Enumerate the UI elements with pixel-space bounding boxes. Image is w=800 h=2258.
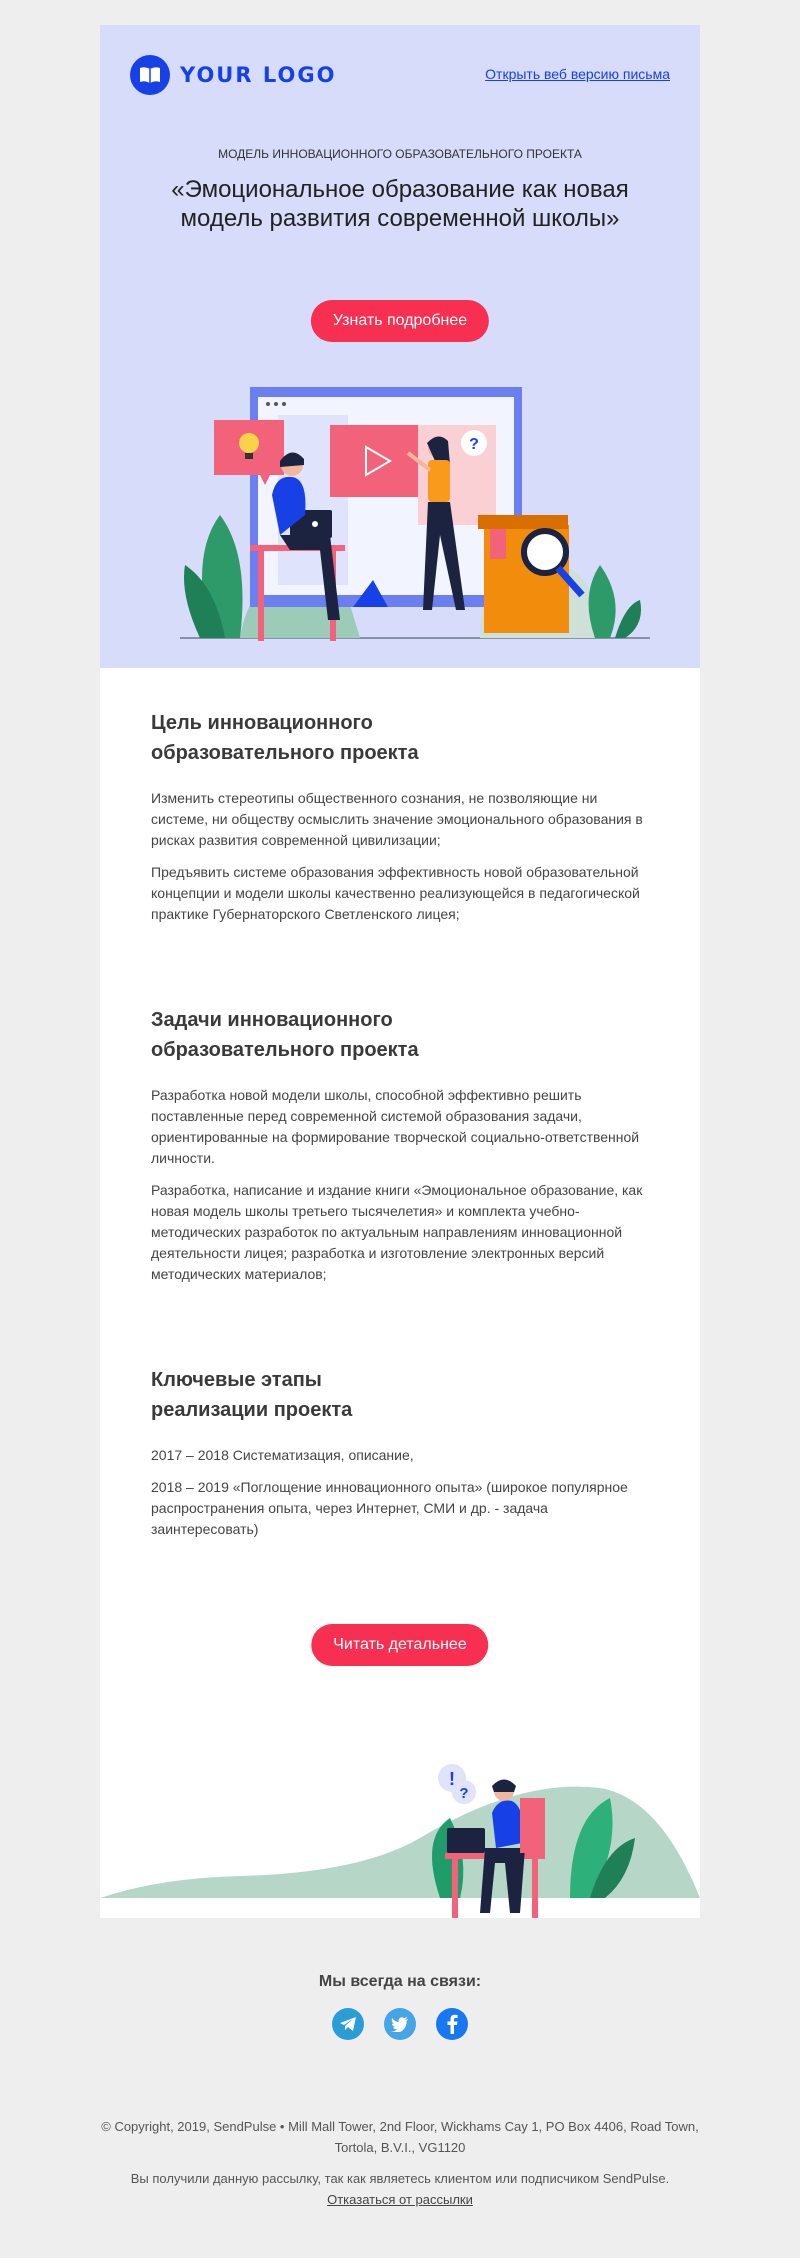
section-title-line: образовательного проекта xyxy=(151,1039,419,1061)
logo[interactable] xyxy=(130,55,336,95)
section-title-line: Задачи инновационного xyxy=(151,1009,393,1031)
copyright-text: © Copyright, 2019, SendPulse • Mill Mall Tower, 2nd Floor, Wickhams Cay 1, PO Box 4406, Road Town, Tortola, B.V.I., VG1120 xyxy=(101,2119,699,2155)
paragraph: Разработка новой модели школы, способной эффективно решить поставленные перед современной системой образования задачи, ориентированные на формирование творческой социально-ответственной личности. xyxy=(151,1087,640,1166)
section-title-goal xyxy=(151,708,611,768)
paragraph: Предъявить системе образования эффективность новой образовательной концепции и модели школы качественно реализующейся в педагогической практике Губернаторского Светленского лицея; xyxy=(151,864,640,922)
svg-text:?: ? xyxy=(459,1785,469,1802)
book-icon xyxy=(130,55,170,95)
logo-text: YOUR LOGO xyxy=(180,63,337,87)
facebook-icon[interactable] xyxy=(436,2008,468,2040)
hero-illustration xyxy=(180,375,650,665)
section-title-line: образовательного проекта xyxy=(151,742,419,764)
paragraph: 2017 – 2018 Систематизация, описание, xyxy=(151,1447,414,1463)
section-title-line: Цель инновационного xyxy=(151,712,373,734)
hero-title: «Эмоциональное образование как новая модель развития современной школы» xyxy=(171,176,629,232)
section-title-line: Ключевые этапы xyxy=(151,1369,322,1391)
svg-text:?: ? xyxy=(469,436,479,453)
twitter-icon[interactable] xyxy=(384,2008,416,2040)
read-more-button[interactable]: Читать детальнее xyxy=(311,1624,488,1666)
telegram-icon[interactable] xyxy=(332,2008,364,2040)
svg-text:!: ! xyxy=(449,1769,455,1789)
content-section xyxy=(100,668,700,1990)
section-title-stages xyxy=(151,1365,611,1425)
social-links xyxy=(100,2008,700,2040)
hero-eyebrow: МОДЕЛЬ ИННОВАЦИОННОГО ОБРАЗОВАТЕЛЬНОГО ПРОЕКТА xyxy=(218,147,582,161)
email-container xyxy=(100,25,700,1990)
paragraph: 2018 – 2019 «Поглощение инновационного опыта» (широкое популярное распространения опыта, через Интернет, СМИ и др. - задача заинтересовать) xyxy=(151,1479,628,1537)
unsubscribe-link[interactable]: Отказаться от рассылки xyxy=(327,2192,473,2207)
section-title-tasks xyxy=(151,1005,611,1065)
section-title-line: реализации проекта xyxy=(151,1399,353,1421)
footer-illustration xyxy=(100,1718,700,1918)
web-version-link[interactable]: Открыть веб версию письма xyxy=(485,66,670,82)
subscription-notice: Вы получили данную рассылку, так как являетесь клиентом или подписчиком SendPulse. xyxy=(130,2171,670,2186)
learn-more-button[interactable]: Узнать подробнее xyxy=(311,300,489,342)
paragraph: Изменить стереотипы общественного сознания, не позволяющие ни системе, ни обществу осмыслить значение эмоционального образования в рисках развития современной цивилизации; xyxy=(151,790,643,848)
contact-title: Мы всегда на связи: xyxy=(318,1973,482,1990)
hero-section xyxy=(100,25,700,668)
paragraph: Разработка, написание и издание книги «Эмоциональное образование, как новая модель школы третьего тысячелетия» и комплекта учебно-методических разработок по актуальным направлениям инновационной деятельности лицея; разработка и изготовление электронных версий методических материалов; xyxy=(151,1182,643,1282)
footer xyxy=(100,2116,700,2210)
